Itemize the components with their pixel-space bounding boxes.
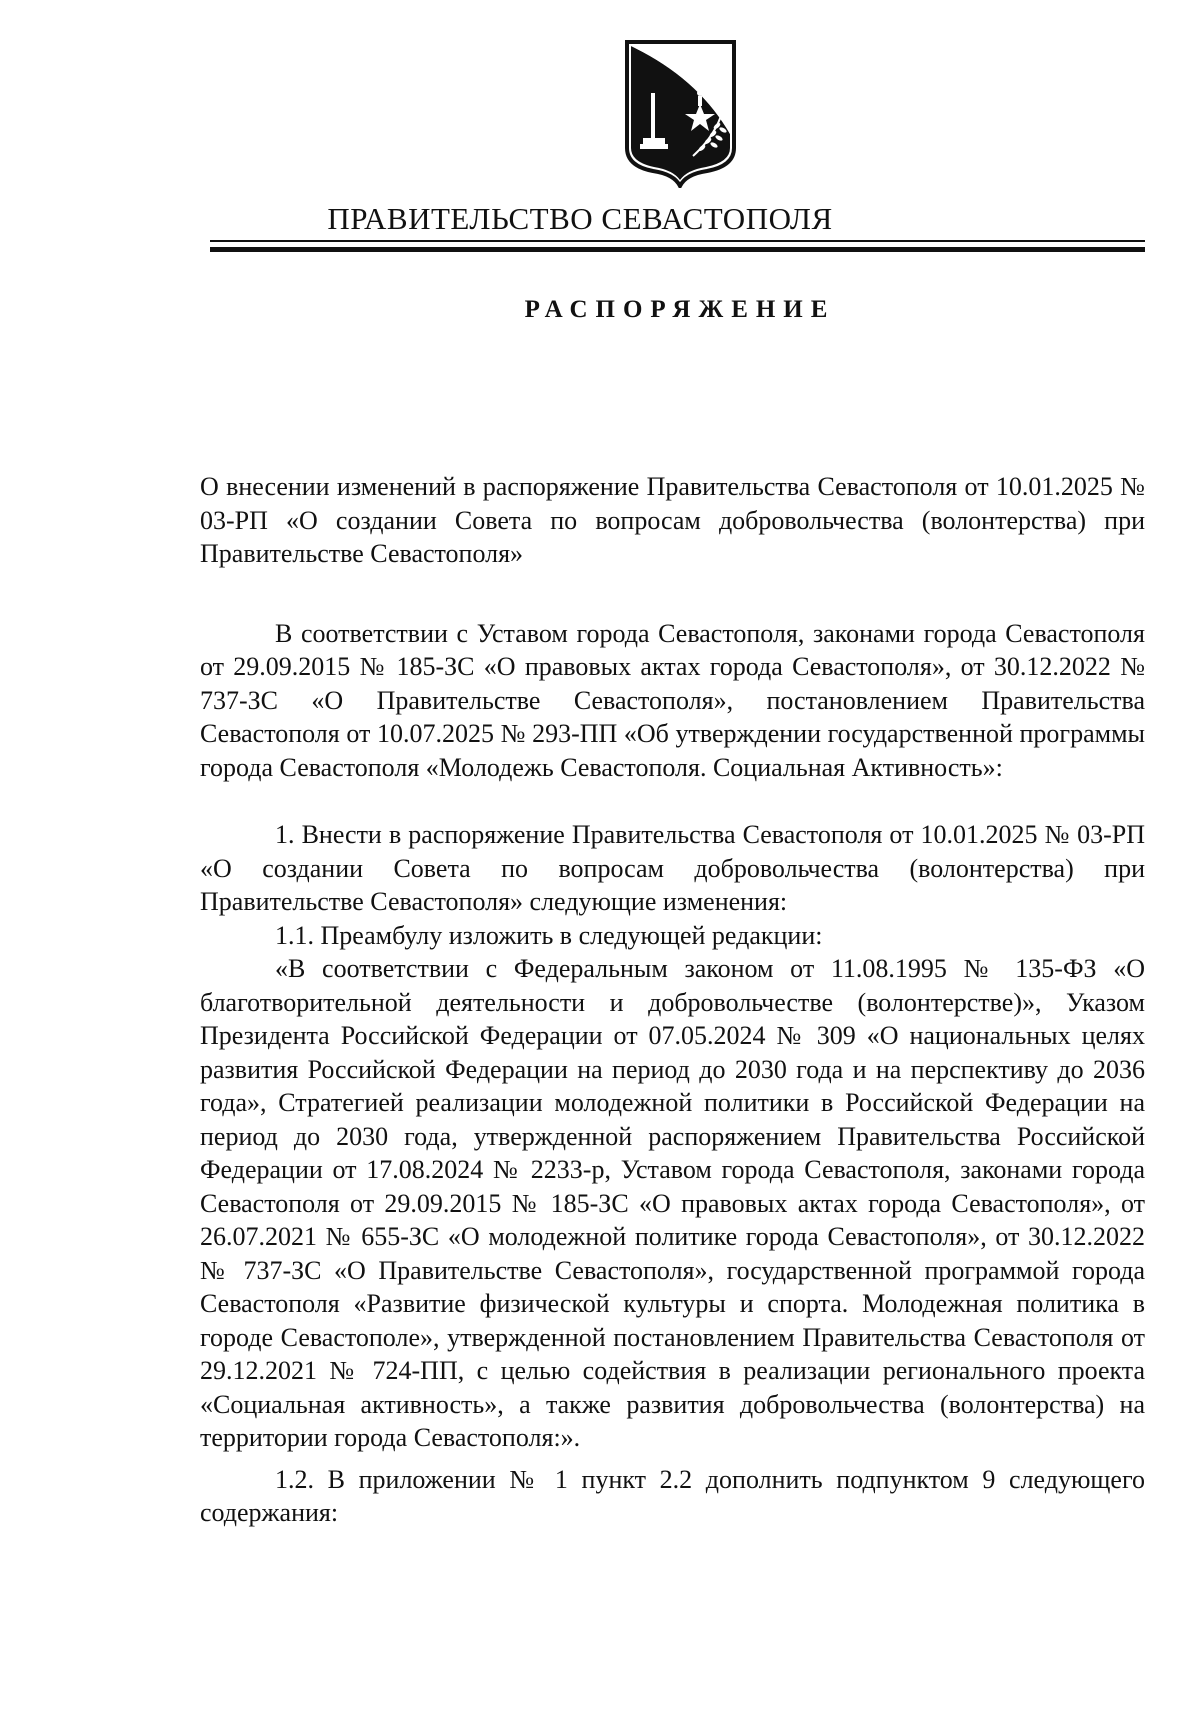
document-subject: О внесении изменений в распоряжение Правительства Севастополя от 10.01.2025 № 03-РП «О создании Совета по вопросам добровольчества (волонтерства) при Правительстве Севастополя» — [200, 472, 1145, 568]
item-1-1-paragraph: 1.1. Преамбулу изложить в следующей редакции: — [275, 920, 823, 950]
document-body — [200, 470, 1145, 1530]
preamble-paragraph: В соответствии с Уставом города Севастополя, законами города Севастополя от 29.09.2015 № 185-ЗС «О правовых актах города Севастополя», от 30.12.2022 № 737-ЗС «О Правительстве Севастополя», постановлением Правительства Севастополя от 10.07.2025 № 293-ПП «Об утверждении государственной программы города Севастополя «Молодежь Севастополя. Социальная Активность»: — [200, 618, 1145, 782]
organization-name: ПРАВИТЕЛЬСТВО СЕВАСТОПОЛЯ — [327, 201, 833, 236]
header-divider-thick — [210, 247, 1145, 252]
item-1-paragraph: 1. Внести в распоряжение Правительства Севастополя от 10.01.2025 № 03-РП «О создании Совета по вопросам добровольчества (волонтерства) при Правительстве Севастополя» следующие изменения: — [200, 820, 1145, 916]
item-1-2-paragraph: 1.2. В приложении № 1 пункт 2.2 дополнить подпунктом 9 следующего содержания: — [200, 1464, 1145, 1527]
quoted-preamble-paragraph: «В соответствии с Федеральным законом от 11.08.1995 № 135-ФЗ «О благотворительной деятельности и добровольчестве (волонтерстве)», Указом Президента Российской Федерации от 07.05.2024 № 309 «О национальных целях развития Российской Федерации на период до 2030 года и на перспективу до 2036 года», Стратегией реализации молодежной политики в Российской Федерации на период до 2030 года, утвержденной распоряжением Правительства Российской Федерации от 17.08.2024 № 2233-р, Уставом города Севастополя, законами города Севастополя от 29.09.2015 № 185-ЗС «О правовых актах города Севастополя», от 26.07.2021 № 655-ЗС «О молодежной политике города Севастополя», от 30.12.2022 № 737-ЗС «О Правительстве Севастополя», государственной программой города Севастополя «Развитие физической культуры и спорта. Молодежная политика в городе Севастополе», утвержденной постановлением Правительства Севастополя от 29.12.2021 № 724-ПП, с целью содействия в реализации регионального проекта «Социальная активность», а также развития добровольчества (волонтерства) на территории города Севастополя:». — [200, 954, 1145, 1452]
header-divider-thin — [210, 240, 1145, 242]
document-type-title: РАСПОРЯЖЕНИЕ — [524, 296, 836, 323]
coat-of-arms-icon — [623, 38, 738, 188]
